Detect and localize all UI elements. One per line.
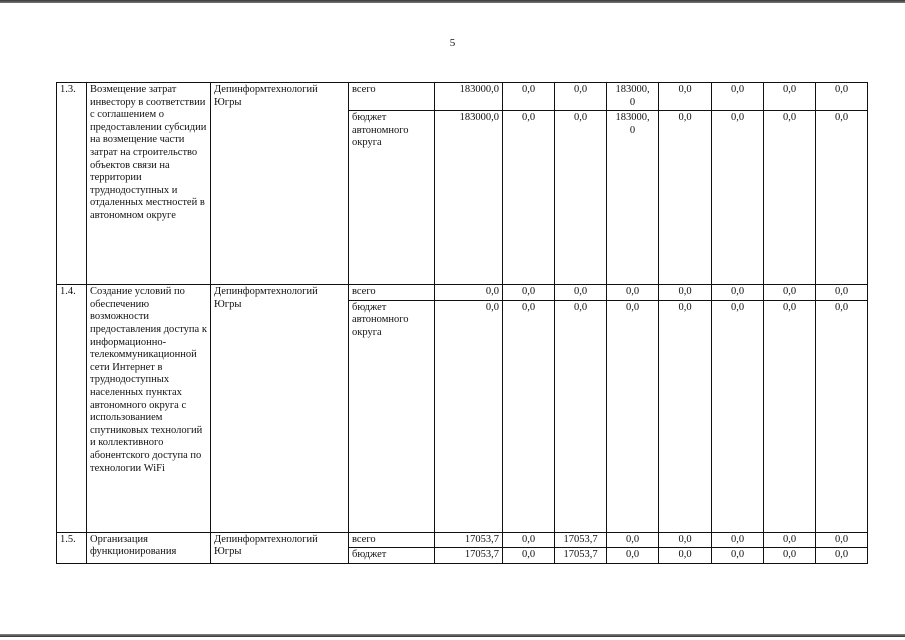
value-cell: 0,0 [764,285,816,301]
value-cell: 0,0 [764,83,816,111]
row-number: 1.3. [57,83,87,285]
value-cell: 0,0 [816,532,868,548]
value-cell: 0,0 [659,300,712,532]
budget-table [56,82,868,564]
value-cell: 0,0 [712,285,764,301]
page-number: 5 [449,37,456,49]
value-cell: 0,0 [659,548,712,564]
value-cell: 17053,7 [555,532,607,548]
value-cell: 0,0 [503,83,555,111]
value-cell: 0,0 [764,532,816,548]
value-cell: 0,0 [435,285,503,301]
value-cell: 0,0 [816,300,868,532]
funding-source: всего [349,83,435,111]
value-cell: 0,0 [555,300,607,532]
value-cell: 0,0 [503,548,555,564]
value-cell: 0,0 [555,83,607,111]
row-executor: Депинформтехнологий Югры [211,83,349,285]
funding-source: бюджет автономного округа [349,300,435,532]
value-cell: 0,0 [607,548,659,564]
value-cell: 17053,7 [435,532,503,548]
row-name: Создание условий по обеспечению возможности предоставления доступа к информационно-телекоммуникационной сети Интернет в труднодоступных населенных пунктах автономного округа с использованием спутниковых технологий и коллективного абонентского доступа по технологии WiFi [87,285,211,533]
funding-source: бюджет автономного округа [349,111,435,285]
value-cell: 183000,0 [435,111,503,285]
table-body [57,83,868,564]
funding-source: всего [349,532,435,548]
value-cell: 0,0 [712,300,764,532]
value-cell: 0,0 [659,532,712,548]
value-cell: 0,0 [607,300,659,532]
row-name: Организация функционирования [87,532,211,563]
value-cell: 0,0 [816,285,868,301]
value-cell: 0,0 [555,111,607,285]
value-cell: 0,0 [607,532,659,548]
value-cell: 0,0 [659,111,712,285]
value-cell: 0,0 [764,548,816,564]
row-number: 1.5. [57,532,87,563]
value-cell: 0,0 [555,285,607,301]
value-cell: 183000, 0 [607,83,659,111]
scan-edge-bottom [0,634,905,637]
table-row [57,532,868,548]
value-cell: 0,0 [712,83,764,111]
value-cell: 0,0 [503,300,555,532]
row-number: 1.4. [57,285,87,533]
value-cell: 0,0 [435,300,503,532]
row-executor: Депинформтехнологий Югры [211,285,349,533]
row-executor: Депинформтехнологий Югры [211,532,349,563]
value-cell: 0,0 [503,111,555,285]
value-cell: 0,0 [764,111,816,285]
value-cell: 0,0 [659,285,712,301]
value-cell: 0,0 [712,532,764,548]
value-cell: 0,0 [816,548,868,564]
value-cell: 17053,7 [555,548,607,564]
value-cell: 0,0 [659,83,712,111]
value-cell: 0,0 [503,532,555,548]
table-row [57,285,868,301]
value-cell: 0,0 [764,300,816,532]
value-cell: 0,0 [712,111,764,285]
value-cell: 0,0 [712,548,764,564]
funding-source: всего [349,285,435,301]
table-row [57,83,868,111]
value-cell: 0,0 [816,111,868,285]
value-cell: 183000, 0 [607,111,659,285]
value-cell: 17053,7 [435,548,503,564]
value-cell: 183000,0 [435,83,503,111]
value-cell: 0,0 [816,83,868,111]
row-name: Возмещение затрат инвестору в соответствии с соглашением о предоставлении субсидии на возмещение части затрат на строительство объектов связи на территории труднодоступных и отдаленных местностей в автономном округе [87,83,211,285]
scan-edge-top [0,0,905,3]
value-cell: 0,0 [607,285,659,301]
value-cell: 0,0 [503,285,555,301]
funding-source: бюджет [349,548,435,564]
